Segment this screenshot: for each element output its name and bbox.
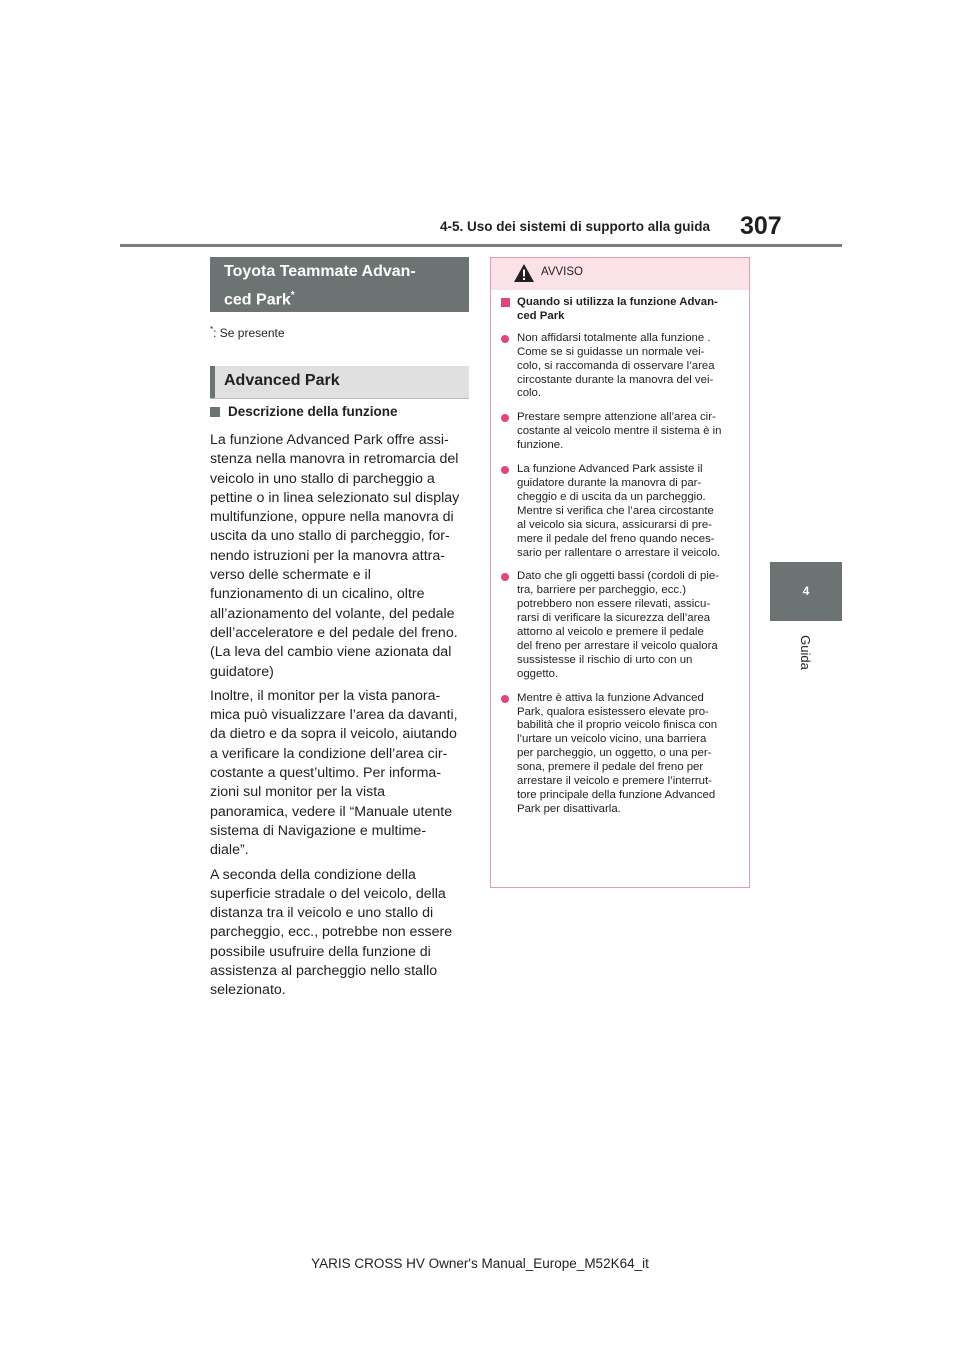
page-number: 307 — [740, 212, 782, 240]
bullet-dot-icon — [501, 695, 509, 703]
section-header-title: 4-5. Uso dei sistemi di supporto alla guida — [440, 219, 711, 234]
section-title-line2: ced Park — [224, 291, 291, 309]
chapter-label-text: Guida — [797, 634, 813, 670]
bullet-dot-icon — [501, 414, 509, 422]
warning-item-text: Non affidarsi totalmente alla funzione . Come se si guidasse un normale vei- colo, si raccomanda di osservare l’area circostante durante la manovra del vei- colo. — [517, 331, 715, 400]
body-paragraph-2: Inoltre, il monitor per la vista panora- mica può visualizzare l’area da davanti, da dietro e da sopra il veicolo, aiutando a verificare la condizione dell’area cir- costante a quest’ultimo. Per informa- zioni sul monitor per la vista panoramica, vedere il “Manuale utente sistema di Navigazione e multime- diale”. — [210, 687, 458, 859]
warning-item — [501, 332, 741, 402]
section-title-line1: Toyota Teammate Advan- — [224, 263, 416, 280]
footnote — [210, 325, 285, 340]
warning-box — [490, 257, 750, 888]
chapter-tab[interactable]: 4 — [770, 562, 842, 621]
footnote-mark: * — [210, 325, 214, 334]
footnote-text: : Se presente — [213, 326, 285, 340]
warning-item-text: Prestare sempre attenzione all’area cir- costante al veicolo mentre il sistema è in funzione. — [517, 411, 722, 452]
bullet-dot-icon — [501, 573, 509, 581]
warning-item — [501, 570, 741, 681]
footer-text: YARIS CROSS HV Owner's Manual_Europe_M52K64_it — [311, 1256, 649, 1271]
warning-subheading-text: Quando si utilizza la funzione Advan- ced Park — [517, 296, 718, 322]
subsection-rule — [210, 398, 469, 399]
subheading — [210, 404, 398, 419]
warning-item-text: Dato che gli oggetti bassi (cordoli di pie- tra, barriere per parcheggio, ecc.) potrebbero non essere rilevati, assicu- rarsi di verificare la sicurezza dell’area attorno al veicolo e premere il pedale del freno per arrestare il veicolo qualora sussistesse il rischio di urto con un oggetto. — [517, 570, 719, 680]
section-title-mark: * — [290, 290, 295, 301]
bullet-dot-icon — [501, 335, 509, 343]
warning-header — [491, 258, 749, 290]
header-rule — [120, 244, 842, 247]
body-paragraph-1: La funzione Advanced Park offre assi- stenza nella manovra in retromarcia del veicolo in uno stallo di parcheggio a pettine o in linea selezionato sul display multifunzione, oppure nella manovra di uscita da uno stallo di parcheggio, for- nendo istruzioni per la manovra attra- verso delle schermate e il funzionamento di un cicalino, oltre all’azionamento del volante, del pedale dell’acceleratore e del pedale del freno. (La leva del cambio viene azionata dal guidatore) — [210, 432, 460, 680]
chapter-label — [785, 632, 825, 672]
body-paragraph-3: A seconda della condizione della superficie stradale o del veicolo, della distanza tra il veicolo e uno stallo di parcheggio, ecc., potrebbe non essere possibile usufruire della funzione di assistenza al parcheggio nello stallo selezionato. — [210, 866, 453, 999]
body-text — [210, 431, 472, 1006]
square-bullet-icon — [501, 298, 510, 307]
subheading-text: Descrizione della funzione — [228, 404, 398, 419]
bullet-dot-icon — [501, 466, 509, 474]
warning-body — [491, 290, 749, 817]
square-bullet-icon — [210, 407, 220, 417]
subsection-title: Advanced Park — [210, 366, 469, 398]
warning-item-text: Mentre è attiva la funzione Advanced Park, qualora esistessero elevate pro- babilità che il proprio veicolo finisca con l’urtare un veicolo vicino, una barriera per parcheggio, un oggetto, o una per- sona, premere il pedale del freno per arrestare il veicolo e premere l’interrut- tore principale della funzione Advanced Park per disattivarla. — [517, 691, 718, 815]
warning-item — [501, 692, 741, 817]
section-title — [210, 257, 469, 312]
warning-item-text: La funzione Advanced Park assiste il guidatore durante la manovra di par- cheggio e di uscita da un parcheggio. Mentre si verifica che l’area circostante al veicolo sia sicura, assicurarsi di pre- mere il pedale del freno quando neces- sario per rallentare o arrestare il veicolo. — [517, 463, 721, 559]
warning-label: AVVISO — [541, 266, 583, 278]
warning-item — [501, 463, 741, 560]
warning-subheading — [501, 296, 741, 324]
warning-item — [501, 411, 741, 453]
warning-triangle-icon — [513, 263, 535, 283]
